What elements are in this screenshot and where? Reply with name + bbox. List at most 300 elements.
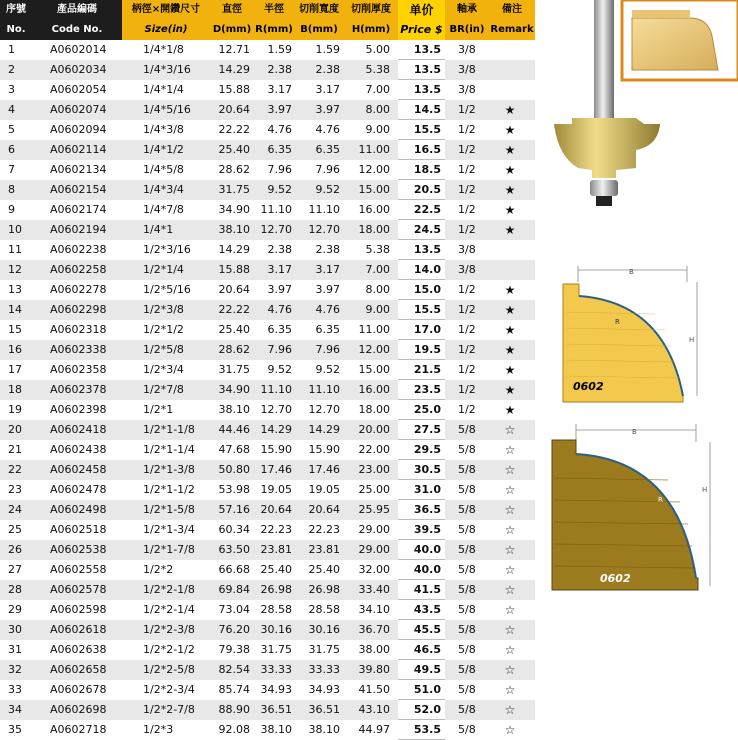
cell-no: 19 [8,403,22,416]
cell-d: 15.88 [218,263,250,276]
cell-d: 47.68 [218,443,250,456]
cell-h: 9.00 [365,123,390,136]
table-row [0,400,535,420]
header-b-zh: 切削寬度 [294,0,344,20]
cell-br: 5/8 [458,703,476,716]
cell-b: 25.40 [308,563,340,576]
cell-code: A0602718 [50,723,107,736]
cell-size: 1/2*1-3/4 [143,523,195,536]
cell-remark: ☆ [504,623,516,637]
cell-br: 5/8 [458,623,476,636]
cell-br: 1/2 [458,123,476,136]
cell-price: 45.5 [398,620,445,640]
cell-remark: ★ [504,183,516,197]
cell-d: 14.29 [218,243,250,256]
cell-h: 5.38 [365,63,390,76]
cell-price: 49.5 [398,660,445,680]
cell-br: 5/8 [458,723,476,736]
header-remark-zh: 備注 [489,0,535,20]
cell-code: A0602258 [50,263,107,276]
cell-d: 38.10 [218,403,250,416]
cell-remark: ☆ [504,643,516,657]
small-profile-code: 0602 [573,380,604,393]
small-label-h: H [689,336,695,344]
cell-remark: ★ [504,323,516,337]
cell-price: 13.5 [398,40,445,60]
cell-b: 6.35 [315,143,340,156]
cell-b: 12.70 [308,403,340,416]
cell-size: 1/4*3/16 [143,63,191,76]
cell-remark [495,80,525,100]
cell-no: 30 [8,623,22,636]
cell-d: 14.29 [218,63,250,76]
cell-no: 26 [8,543,22,556]
cell-br: 3/8 [458,43,476,56]
cell-d: 28.62 [218,163,250,176]
cell-code: A0602378 [50,383,107,396]
cell-code: A0602298 [50,303,107,316]
cell-br: 1/2 [458,383,476,396]
cell-r: 6.35 [267,323,292,336]
cell-no: 8 [8,183,15,196]
cell-r: 15.90 [260,443,292,456]
cell-code: A0602678 [50,683,107,696]
cell-size: 1/2*7/8 [143,383,184,396]
cell-no: 24 [8,503,22,516]
cell-no: 14 [8,303,22,316]
cell-size: 1/4*3/4 [143,183,184,196]
header-price-en: Price $ [400,23,443,36]
cell-remark: ★ [504,103,516,117]
cell-size: 1/2*2-1/4 [143,603,195,616]
cell-r: 33.33 [260,663,292,676]
header-no [0,0,32,40]
cell-r: 4.76 [267,303,292,316]
header-price-zh: 单价 [409,3,434,17]
small-label-r: R [615,318,620,326]
cell-code: A0602054 [50,83,107,96]
cell-r: 12.70 [260,403,292,416]
cell-size: 1/2*5/16 [143,283,191,296]
cell-price: 27.5 [398,420,445,440]
cell-remark: ★ [504,223,516,237]
header-size-zh: 柄徑×開鑽尺寸 [122,0,210,20]
header-no-en: No. [0,20,32,40]
cell-size: 1/2*3 [143,723,174,736]
table-row [0,160,535,180]
cell-no: 35 [8,723,22,736]
cell-d: 69.84 [218,583,250,596]
table-row [0,460,535,480]
cell-no: 22 [8,463,22,476]
cell-no: 12 [8,263,22,276]
cell-no: 7 [8,163,15,176]
cell-remark: ☆ [504,443,516,457]
cell-no: 13 [8,283,22,296]
cell-size: 1/4*5/16 [143,103,191,116]
cell-d: 50.80 [218,463,250,476]
cell-code: A0602658 [50,663,107,676]
cell-code: A0602014 [50,43,107,56]
cell-d: 44.46 [218,423,250,436]
cell-br: 5/8 [458,543,476,556]
table-row [0,80,535,100]
table-header [0,0,535,40]
cell-size: 1/2*1/4 [143,263,184,276]
cell-price: 30.5 [398,460,445,480]
cell-b: 14.29 [308,423,340,436]
cell-remark [495,240,525,260]
cell-price: 15.5 [398,120,445,140]
cell-price: 46.5 [398,640,445,660]
cell-remark [495,60,525,80]
cell-code: A0602438 [50,443,107,456]
cell-d: 22.22 [218,303,250,316]
cell-b: 11.10 [308,203,340,216]
cell-h: 25.95 [358,503,390,516]
cell-size: 1/2*1-1/4 [143,443,195,456]
cell-h: 5.38 [365,243,390,256]
cell-code: A0602194 [50,223,107,236]
cell-code: A0602538 [50,543,107,556]
cell-r: 23.81 [260,543,292,556]
cell-d: 34.90 [218,383,250,396]
cell-d: 25.40 [218,323,250,336]
table-row [0,660,535,680]
cell-h: 39.80 [358,663,390,676]
cell-size: 1/2*2-3/8 [143,623,195,636]
cell-price: 51.0 [398,680,445,700]
cell-h: 7.00 [365,263,390,276]
cell-no: 2 [8,63,15,76]
cell-remark: ☆ [504,703,516,717]
cell-r: 34.93 [260,683,292,696]
cell-price: 13.5 [398,60,445,80]
cell-h: 18.00 [358,403,390,416]
cell-r: 17.46 [260,463,292,476]
cell-code: A0602134 [50,163,107,176]
cell-price: 43.5 [398,600,445,620]
cell-h: 44.97 [358,723,390,736]
cell-r: 12.70 [260,223,292,236]
cell-b: 9.52 [315,363,340,376]
cell-remark: ★ [504,123,516,137]
cell-d: 38.10 [218,223,250,236]
cell-price: 19.5 [398,340,445,360]
cell-h: 12.00 [358,343,390,356]
header-br-zh: 軸承 [445,0,489,20]
cell-h: 36.70 [358,623,390,636]
cell-b: 19.05 [308,483,340,496]
cell-remark: ★ [504,283,516,297]
header-remark-en: Remark [489,20,535,40]
cell-h: 16.00 [358,203,390,216]
cell-br: 5/8 [458,423,476,436]
cell-b: 17.46 [308,463,340,476]
cell-no: 18 [8,383,22,396]
cell-price: 23.5 [398,380,445,400]
cell-price: 15.5 [398,300,445,320]
cell-size: 1/2*1/2 [143,323,184,336]
cell-b: 15.90 [308,443,340,456]
cell-price: 39.5 [398,520,445,540]
cell-b: 7.96 [315,343,340,356]
cell-r: 7.96 [267,343,292,356]
cell-b: 12.70 [308,223,340,236]
cell-b: 3.97 [315,103,340,116]
header-d [210,0,254,40]
table-row [0,260,535,280]
cell-b: 4.76 [315,303,340,316]
cell-br: 3/8 [458,63,476,76]
header-size [122,0,210,40]
table-row [0,200,535,220]
cell-size: 1/4*1 [143,223,174,236]
cell-r: 3.17 [267,263,292,276]
cell-h: 8.00 [365,103,390,116]
cell-br: 5/8 [458,683,476,696]
cell-d: 79.38 [218,643,250,656]
cell-remark: ★ [504,303,516,317]
cell-code: A0602558 [50,563,107,576]
cell-remark: ☆ [504,543,516,557]
cell-br: 1/2 [458,143,476,156]
cell-size: 1/2*1-5/8 [143,503,195,516]
cell-no: 32 [8,663,22,676]
cell-price: 17.0 [398,320,445,340]
cell-code: A0602278 [50,283,107,296]
cell-price: 14.0 [398,260,445,280]
header-b [294,0,344,40]
cell-br: 1/2 [458,323,476,336]
table-row [0,280,535,300]
table-row [0,220,535,240]
cell-h: 16.00 [358,383,390,396]
cell-d: 53.98 [218,483,250,496]
cell-no: 17 [8,363,22,376]
cell-br: 1/2 [458,183,476,196]
cell-d: 60.34 [218,523,250,536]
cell-no: 20 [8,423,22,436]
cell-price: 14.5 [398,100,445,120]
cell-code: A0602478 [50,483,107,496]
small-label-b: B [629,268,634,276]
cell-b: 3.17 [315,83,340,96]
cell-r: 11.10 [260,383,292,396]
cell-code: A0602578 [50,583,107,596]
cell-remark: ☆ [504,563,516,577]
cell-d: 20.64 [218,283,250,296]
header-br [445,0,489,40]
cell-size: 1/2*2 [143,563,174,576]
cell-r: 38.10 [260,723,292,736]
cell-br: 1/2 [458,223,476,236]
cell-no: 1 [8,43,15,56]
header-size-en: Size(in) [122,20,210,40]
header-remark [489,0,535,40]
cell-r: 20.64 [260,503,292,516]
large-profile-code: 0602 [600,572,631,585]
cell-br: 3/8 [458,263,476,276]
cell-br: 1/2 [458,363,476,376]
large-label-h: H [702,486,708,494]
cell-price: 36.5 [398,500,445,520]
table-row [0,560,535,580]
cell-size: 1/2*3/8 [143,303,184,316]
cell-price: 20.5 [398,180,445,200]
table-row [0,120,535,140]
cell-b: 11.10 [308,383,340,396]
header-d-en: D(mm) [210,20,254,40]
cell-r: 30.16 [260,623,292,636]
cell-remark: ★ [504,163,516,177]
cell-size: 1/2*2-7/8 [143,703,195,716]
table-row [0,320,535,340]
header-d-zh: 直徑 [210,0,254,20]
cell-no: 5 [8,123,15,136]
cell-code: A0602034 [50,63,107,76]
cell-remark: ★ [504,403,516,417]
table-row [0,700,535,720]
table-row [0,340,535,360]
cell-b: 36.51 [308,703,340,716]
cell-price: 24.5 [398,220,445,240]
cell-h: 29.00 [358,543,390,556]
cell-d: 82.54 [218,663,250,676]
cell-b: 3.97 [315,283,340,296]
cell-no: 16 [8,343,22,356]
cell-d: 73.04 [218,603,250,616]
cell-h: 38.00 [358,643,390,656]
cell-r: 9.52 [267,363,292,376]
cell-h: 5.00 [365,43,390,56]
cell-br: 1/2 [458,403,476,416]
table-row [0,420,535,440]
cell-br: 5/8 [458,643,476,656]
cell-no: 33 [8,683,22,696]
cell-h: 8.00 [365,283,390,296]
table-row [0,240,535,260]
cell-remark: ☆ [504,483,516,497]
cell-code: A0602154 [50,183,107,196]
cell-b: 20.64 [308,503,340,516]
cell-remark: ☆ [504,583,516,597]
cell-d: 15.88 [218,83,250,96]
cell-price: 25.0 [398,400,445,420]
cell-r: 11.10 [260,203,292,216]
cell-d: 31.75 [218,363,250,376]
cell-d: 66.68 [218,563,250,576]
cell-r: 1.59 [267,43,292,56]
cell-br: 5/8 [458,523,476,536]
cell-b: 34.93 [308,683,340,696]
cell-b: 9.52 [315,183,340,196]
cell-br: 1/2 [458,283,476,296]
cell-br: 1/2 [458,163,476,176]
cell-remark [495,260,525,280]
cell-d: 25.40 [218,143,250,156]
cell-br: 1/2 [458,203,476,216]
cell-remark: ☆ [504,723,516,737]
cell-br: 5/8 [458,583,476,596]
cell-r: 31.75 [260,643,292,656]
cell-d: 76.20 [218,623,250,636]
table-row [0,540,535,560]
cell-no: 10 [8,223,22,236]
cell-no: 6 [8,143,15,156]
cell-remark: ☆ [504,423,516,437]
cell-code: A0602338 [50,343,107,356]
cell-remark: ★ [504,383,516,397]
cell-br: 5/8 [458,443,476,456]
cell-price: 13.5 [398,240,445,260]
cell-r: 6.35 [267,143,292,156]
header-r [254,0,294,40]
cell-r: 25.40 [260,563,292,576]
cell-size: 1/2*2-1/8 [143,583,195,596]
cell-b: 2.38 [315,243,340,256]
cell-r: 9.52 [267,183,292,196]
cell-size: 1/2*1-1/2 [143,483,195,496]
cell-br: 3/8 [458,243,476,256]
cell-h: 43.10 [358,703,390,716]
table-row [0,520,535,540]
cell-h: 15.00 [358,183,390,196]
cell-code: A0602498 [50,503,107,516]
cell-size: 1/4*1/8 [143,43,184,56]
cell-h: 7.00 [365,83,390,96]
cell-code: A0602318 [50,323,107,336]
cell-b: 33.33 [308,663,340,676]
header-b-en: B(mm) [294,20,344,40]
profile-diagram-large [548,418,738,596]
cell-r: 36.51 [260,703,292,716]
table-row [0,180,535,200]
cell-h: 22.00 [358,443,390,456]
cell-price: 40.0 [398,560,445,580]
cell-h: 12.00 [358,163,390,176]
table-row [0,480,535,500]
table-row [0,140,535,160]
cell-h: 20.00 [358,423,390,436]
cell-price: 15.0 [398,280,445,300]
table-row [0,600,535,620]
cell-b: 1.59 [315,43,340,56]
cell-r: 28.58 [260,603,292,616]
cell-h: 34.10 [358,603,390,616]
table-row [0,720,535,740]
header-r-zh: 半徑 [254,0,294,20]
cell-b: 30.16 [308,623,340,636]
cell-size: 1/4*1/2 [143,143,184,156]
cell-code: A0602074 [50,103,107,116]
header-no-zh: 序號 [0,0,32,20]
cell-size: 1/4*3/8 [143,123,184,136]
cell-no: 28 [8,583,22,596]
cell-price: 41.5 [398,580,445,600]
cell-no: 34 [8,703,22,716]
cell-r: 4.76 [267,123,292,136]
cell-b: 38.10 [308,723,340,736]
cell-b: 3.17 [315,263,340,276]
cell-h: 11.00 [358,323,390,336]
cell-remark: ☆ [504,503,516,517]
cell-code: A0602238 [50,243,107,256]
cell-no: 21 [8,443,22,456]
cell-price: 53.5 [398,720,445,740]
table-row [0,360,535,380]
cell-br: 5/8 [458,483,476,496]
